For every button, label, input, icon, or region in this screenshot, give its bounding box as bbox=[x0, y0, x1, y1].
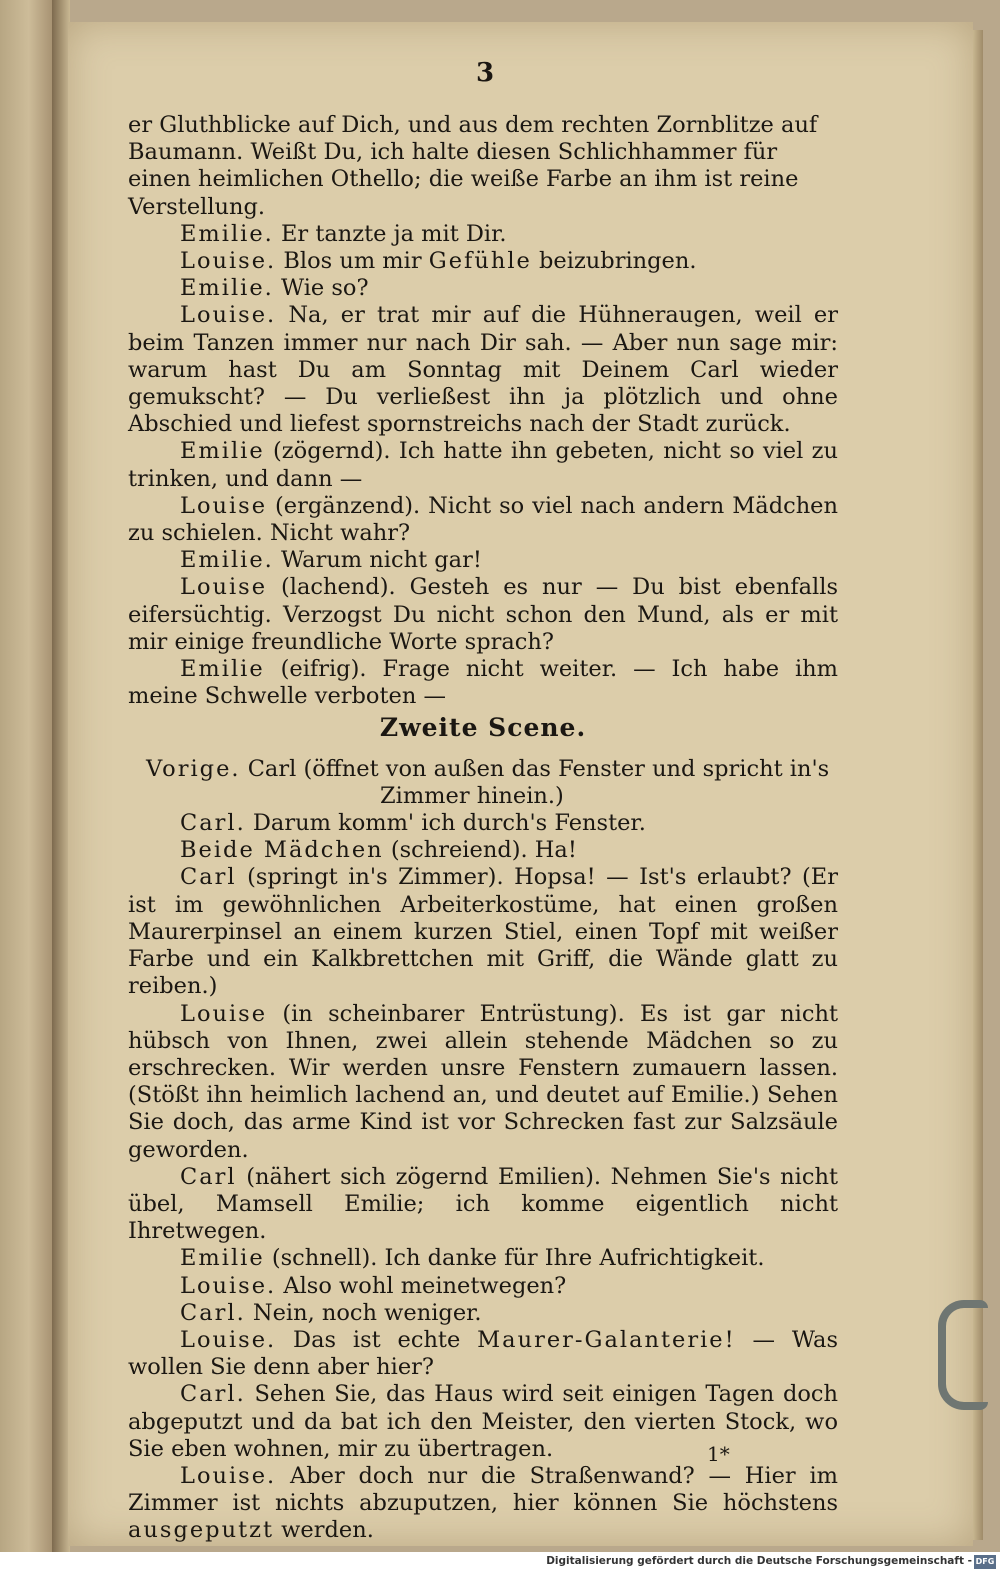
speech-text: (eifrig). Frage nicht weiter. — Ich habe ihm meine Schwelle verboten — bbox=[128, 656, 838, 710]
dialogue-line bbox=[128, 493, 838, 547]
speech-text: Warum nicht gar! bbox=[273, 547, 482, 574]
speech-text: (schnell). Ich danke für Ihre Aufrichtigkeit. bbox=[264, 1245, 765, 1272]
dialogue-line bbox=[128, 1463, 838, 1545]
speaker-name: Louise bbox=[180, 492, 268, 519]
speech-text: Wie so? bbox=[273, 275, 369, 302]
speech-text: — Was wollen Sie denn aber hier? bbox=[128, 1326, 838, 1381]
footer-credit: Digitalisierung gefördert durch die Deutsche Forschungsgemeinschaft - bbox=[546, 1555, 972, 1567]
left-page-edge bbox=[0, 0, 52, 1574]
dialogue-line bbox=[128, 1273, 838, 1300]
dialogue-line bbox=[128, 438, 838, 492]
spaced-text: Maurer-Galanterie! bbox=[477, 1326, 736, 1353]
speech-text: Sehen Sie, das Haus wird seit einigen Tagen doch abgeputzt und da bat ich den Meister, den vierten Stock, wo Sie eben wohnen, mir zu übertragen. bbox=[128, 1381, 838, 1462]
speaker-name: Vorige. bbox=[146, 755, 241, 782]
speaker-name: Carl. bbox=[180, 810, 246, 837]
speech-text: Darum komm' ich durch's Fenster. bbox=[245, 810, 646, 837]
speech-text: (zögernd). Ich hatte ihn gebeten, nicht so viel zu trinken, und dann — bbox=[128, 438, 838, 492]
signature-mark: 1* bbox=[707, 1442, 730, 1466]
dialogue-line bbox=[128, 1001, 838, 1164]
speaker-name: Emilie. bbox=[180, 275, 274, 302]
speech-text: Aber doch nur die Straßenwand? — Hier im Zimmer ist nichts abzuputzen, hier können Sie höchstens bbox=[128, 1462, 838, 1517]
speaker-name: Emilie bbox=[180, 438, 265, 465]
speaker-name: Louise. bbox=[180, 1462, 277, 1489]
dialogue-line bbox=[128, 864, 838, 1000]
speaker-name: Louise bbox=[180, 574, 268, 601]
dialogue-line bbox=[128, 302, 838, 438]
speech-text: Blos um mir bbox=[276, 248, 429, 275]
dialogue-line bbox=[128, 1381, 838, 1463]
paragraph-text: er Gluthblicke auf Dich, und aus dem rechten Zornblitze auf Baumann. Weißt Du, ich halte diesen Schlichhammer für einen heimlichen Othello; die weiße Farbe an ihm ist reine Verstellung. bbox=[128, 112, 818, 220]
speaker-name: Beide Mädchen bbox=[180, 837, 384, 864]
dialogue-line bbox=[128, 1245, 838, 1272]
dialogue-line bbox=[128, 656, 838, 710]
dialogue-line bbox=[128, 574, 838, 656]
page-number: 3 bbox=[475, 58, 495, 88]
speaker-name: Carl bbox=[180, 864, 237, 891]
speech-text: Also wohl meinetwegen? bbox=[276, 1272, 567, 1299]
paper-clip-icon bbox=[938, 1300, 988, 1410]
speaker-name: Louise bbox=[180, 1000, 268, 1027]
dialogue-line bbox=[128, 1327, 838, 1381]
speech-text: Er tanzte ja mit Dir. bbox=[273, 220, 507, 247]
speech-text: Carl (öffnet von außen das Fenster und spricht in's Zimmer hinein.) bbox=[240, 755, 830, 809]
speech-text: (in scheinbarer Entrüstung). Es ist gar nicht hübsch von Ihnen, zwei allein stehende Mädchen so zu erschrecken. Wir werden unsre Fenstern zumauern lassen. (Stößt ihn heimlich lachend an, und deutet auf Emilie.) Sehen Sie doch, das arme Kind ist vor Schrecken fast zur Salzsäule geworden. bbox=[128, 1000, 838, 1163]
speech-text: Das ist echte bbox=[276, 1326, 478, 1353]
speech-text: Nein, noch weniger. bbox=[245, 1299, 482, 1326]
speaker-name: Emilie. bbox=[180, 220, 274, 247]
speech-text: (nähert sich zögernd Emilien). Nehmen Sie's nicht übel, Mamsell Emilie; ich komme eigentlich nicht Ihretwegen. bbox=[128, 1163, 838, 1245]
speaker-name: Emilie bbox=[180, 1245, 265, 1272]
dialogue-line bbox=[128, 221, 838, 248]
speech-text: werden. bbox=[274, 1517, 374, 1544]
speaker-name: Carl. bbox=[180, 1299, 246, 1326]
speech-text: (lachend). Gesteh es nur — Du bist ebenfalls eifersüchtig. Verzogst Du nicht schon den Mund, als er mit mir einige freundliche Worte sprach? bbox=[128, 574, 838, 655]
speaker-name: Louise. bbox=[180, 1272, 277, 1299]
speech-text: beizubringen. bbox=[531, 248, 697, 275]
spaced-text: ausgeputzt bbox=[128, 1517, 275, 1544]
stage-direction bbox=[128, 756, 838, 810]
speaker-name: Carl bbox=[180, 1163, 237, 1190]
speaker-name: Carl. bbox=[180, 1381, 246, 1408]
speech-text: Na, er trat mir auf die Hühneraugen, weil er beim Tanzen immer nur nach Dir sah. — Aber nun sage mir: warum hast Du am Sonntag mit Deinem Carl wieder gemukscht? — Du verließest ihn ja plötzlich und ohne Abschied und liefest spornstreichs nach der Stadt zurück. bbox=[128, 302, 838, 438]
speaker-name: Emilie. bbox=[180, 547, 274, 574]
spaced-text: Gefühle bbox=[428, 248, 532, 275]
speaker-name: Louise. bbox=[180, 248, 277, 275]
speaker-name: Louise. bbox=[180, 1326, 277, 1353]
dfg-logo-icon: DFG bbox=[974, 1555, 996, 1569]
dialogue-line bbox=[128, 1300, 838, 1327]
speaker-name: Louise. bbox=[180, 302, 277, 329]
paragraph bbox=[128, 112, 838, 221]
speech-text: (schreiend). Ha! bbox=[383, 837, 577, 864]
dialogue-line bbox=[128, 1164, 838, 1246]
page-body bbox=[128, 112, 838, 1545]
dialogue-line bbox=[128, 837, 838, 864]
scene-title: Zweite Scene. bbox=[379, 713, 587, 743]
dialogue-line bbox=[128, 810, 838, 837]
dialogue-line bbox=[128, 275, 838, 302]
speech-text: (springt in's Zimmer). Hopsa! — Ist's erlaubt? (Er ist im gewöhnlichen Arbeiterkostüme, hat einen großen Maurerpinsel an einem kurzen Stiel, einen Topf mit weißer Farbe und ein Kalkbrettchen mit Griff, die Wände glatt zu reiben.) bbox=[128, 864, 838, 1000]
dialogue-line bbox=[128, 248, 838, 275]
speech-text: (ergänzend). Nicht so viel nach andern Mädchen zu schielen. Nicht wahr? bbox=[128, 492, 838, 547]
dialogue-line bbox=[128, 547, 838, 574]
speaker-name: Emilie bbox=[180, 656, 265, 683]
